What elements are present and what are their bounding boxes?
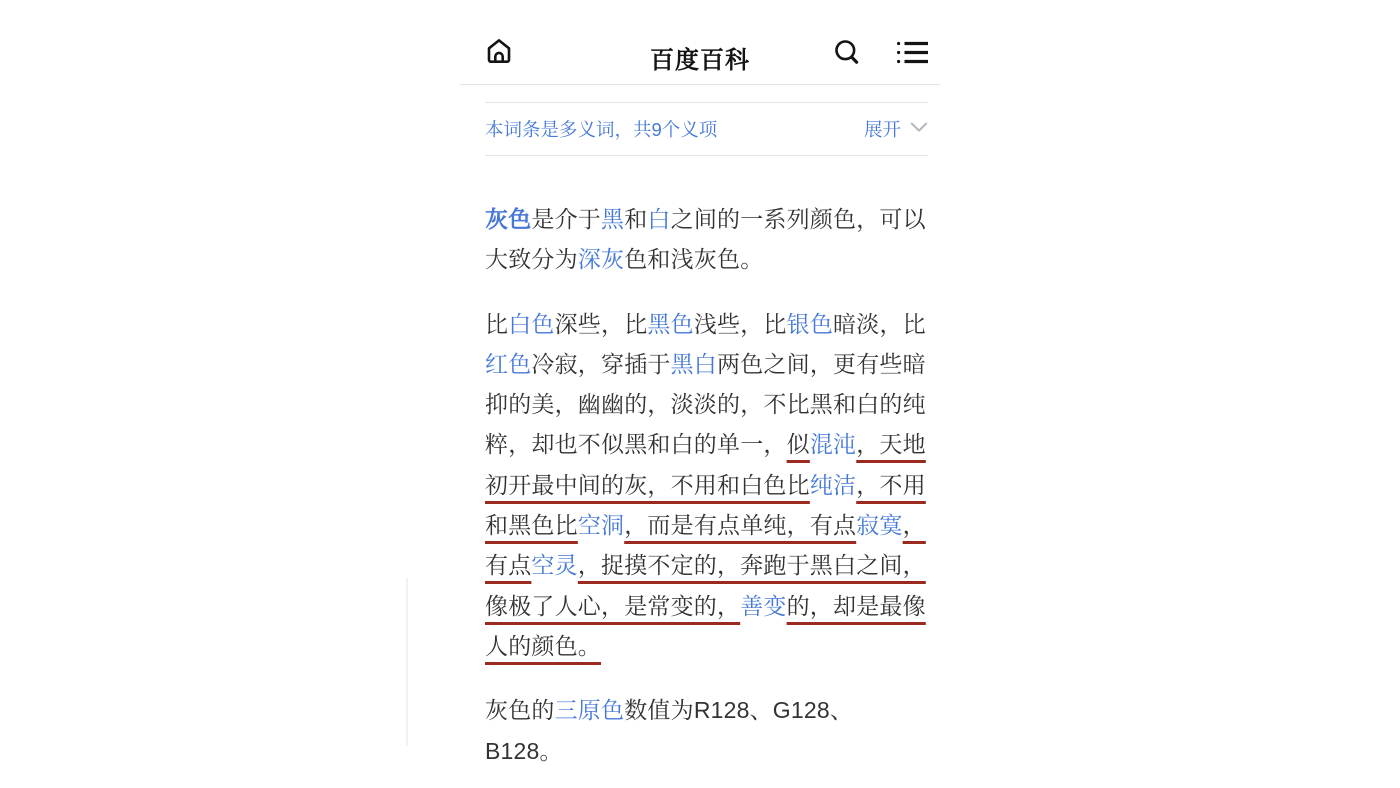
search-button[interactable]	[832, 38, 862, 68]
inline-link[interactable]: 深灰	[577, 246, 625, 273]
article-body	[485, 199, 928, 771]
paragraph	[485, 199, 928, 280]
chevron-down-icon	[910, 120, 928, 138]
menu-icon	[896, 39, 930, 69]
text-segment: 数值为R128、G128、B128。	[485, 697, 854, 764]
inline-link[interactable]: 三原色	[554, 697, 625, 724]
expand-label: 展开	[863, 119, 901, 140]
polysemy-notice-bar[interactable]	[485, 102, 928, 156]
text-segment: ，不用和黑色比	[485, 471, 926, 539]
text-segment: 比	[485, 310, 509, 337]
text-segment: 的，却是最像人的颜色。	[485, 592, 926, 659]
faint-scroll-line	[406, 578, 408, 746]
text-segment: 浅些，比	[693, 310, 787, 337]
text-segment: 灰色的	[485, 697, 555, 724]
inline-link[interactable]: 灰色	[485, 206, 532, 232]
inline-link[interactable]: 银色	[786, 310, 834, 337]
text-segment: 是介于	[531, 206, 602, 232]
paragraph	[485, 690, 928, 771]
text-segment: 之间的一系列颜色，可以大致分为	[485, 206, 926, 273]
text-segment: ，天地初开最中间的灰，不用和白色比	[485, 431, 926, 498]
inline-link[interactable]: 黑色	[647, 310, 694, 337]
menu-button[interactable]	[895, 40, 931, 68]
polysemy-notice-text: 本词条是多义词，共9个义项	[485, 119, 718, 140]
text-segment: ，而是有点单纯，有点	[624, 512, 857, 539]
inline-link[interactable]: 白色	[508, 310, 555, 337]
text-segment: 深些，比	[554, 310, 648, 337]
inline-link[interactable]: 空灵	[531, 552, 578, 579]
header-bar	[460, 0, 940, 85]
inline-link[interactable]: 白	[647, 206, 671, 232]
inline-link[interactable]: 黑白	[670, 350, 718, 377]
text-segment: ，捉摸不定的，奔跑于黑白之间，像极了人心，是常变的，	[485, 552, 926, 619]
search-icon	[833, 38, 861, 69]
inline-link[interactable]: 黑	[601, 206, 625, 232]
text-segment: 冷寂，穿插于	[531, 350, 671, 377]
inline-link[interactable]: 混沌	[809, 431, 857, 458]
inline-link[interactable]: 善变	[740, 592, 787, 619]
text-segment: 两色之间，更有些暗抑的美，幽幽的，淡淡的，不比黑和白的纯粹，却也不似黑和白的单一，	[485, 350, 926, 458]
text-segment: 和	[624, 206, 648, 232]
text-segment: 暗淡，比	[833, 310, 926, 337]
inline-link[interactable]: 纯洁	[809, 471, 857, 498]
inline-link[interactable]: 红色	[485, 350, 532, 377]
text-segment: 色和浅灰色。	[624, 246, 764, 273]
page-title: 百度百科	[650, 47, 750, 74]
mobile-viewport	[460, 0, 940, 788]
text-segment: ，有点	[485, 512, 926, 579]
text-segment: 似	[786, 431, 810, 458]
inline-link[interactable]: 寂寞	[856, 512, 903, 539]
expand-button[interactable]	[864, 116, 928, 142]
paragraph	[485, 304, 928, 667]
inline-link[interactable]: 空洞	[577, 512, 625, 539]
